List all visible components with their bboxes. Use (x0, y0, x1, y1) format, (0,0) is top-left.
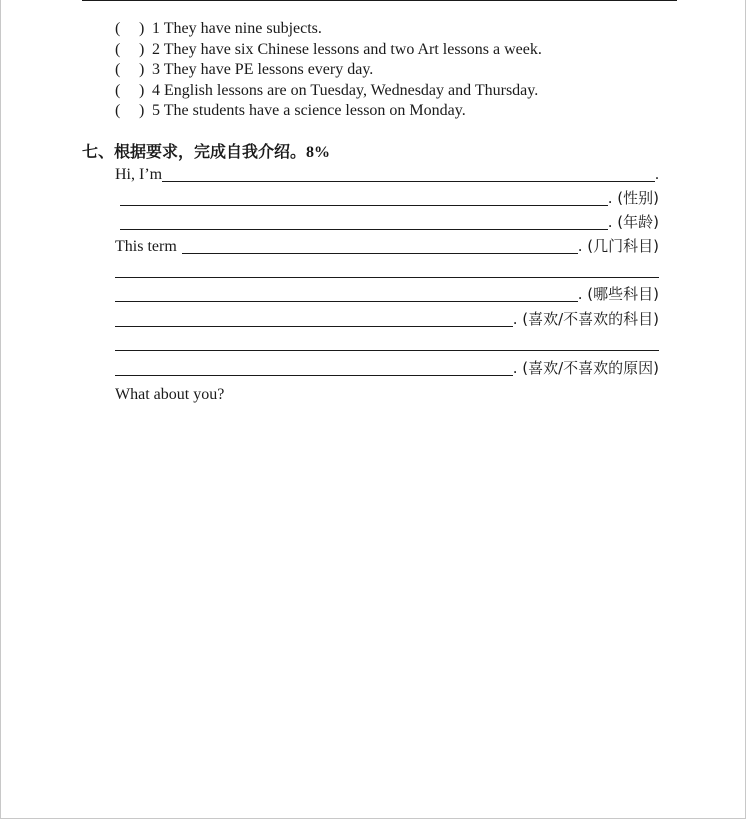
intro-tail: . (655, 166, 659, 183)
list-item (115, 60, 542, 81)
subject-count-blank[interactable] (182, 253, 578, 254)
term-lead: This term (115, 238, 177, 255)
subject-count-hint: . (几门科目) (577, 237, 659, 255)
top-rule (82, 0, 677, 1)
statement-text: 4 English lessons are on Tuesday, Wednesday and Thursday. (152, 81, 539, 99)
intro-line (115, 164, 659, 186)
list-item (115, 81, 542, 102)
section-heading (82, 141, 330, 164)
likes-blank[interactable] (115, 326, 513, 327)
answer-blank[interactable] (115, 350, 659, 351)
age-hint: . (年龄) (607, 213, 659, 231)
section-score: 8% (306, 144, 331, 161)
age-blank[interactable] (120, 229, 608, 230)
list-item (115, 101, 542, 122)
blank-line (115, 260, 659, 282)
subjects-blank[interactable] (115, 301, 578, 302)
answer-blank[interactable] (115, 277, 659, 278)
list-item (115, 19, 542, 40)
answer-parentheses: ( ) (115, 40, 145, 58)
statement-text: 5 The students have a science lesson on Monday. (152, 102, 466, 119)
term-line (115, 236, 659, 258)
reasons-hint: . (喜欢/不喜欢的原因) (512, 359, 659, 377)
blank-line (115, 333, 659, 355)
subjects-hint: . (哪些科目) (577, 285, 659, 303)
gender-blank[interactable] (120, 205, 608, 206)
reasons-line (115, 358, 659, 380)
reasons-blank[interactable] (115, 375, 513, 376)
age-line (115, 212, 659, 234)
intro-lead: Hi, I’m (115, 166, 163, 183)
answer-parentheses: ( ) (115, 61, 145, 78)
likes-hint: . (喜欢/不喜欢的科目) (512, 310, 659, 328)
section-title: 七、根据要求，完成自我介绍。 (82, 142, 307, 161)
subjects-line (115, 284, 659, 306)
likes-line (115, 309, 659, 331)
gender-hint: . (性别) (607, 189, 659, 207)
statement-text: 2 They have six Chinese lessons and two Art lessons a week. (152, 40, 542, 58)
gender-line (115, 188, 659, 210)
answer-parentheses: ( ) (115, 102, 145, 119)
statement-text: 1 They have nine subjects. (152, 20, 322, 37)
statement-text: 3 They have PE lessons every day. (152, 61, 374, 78)
answer-parentheses: ( ) (115, 81, 145, 99)
answer-parentheses: ( ) (115, 20, 145, 37)
closing-question: What about you? (115, 386, 225, 403)
list-item (115, 40, 542, 61)
true-false-list (115, 19, 542, 122)
name-blank[interactable] (162, 181, 655, 182)
